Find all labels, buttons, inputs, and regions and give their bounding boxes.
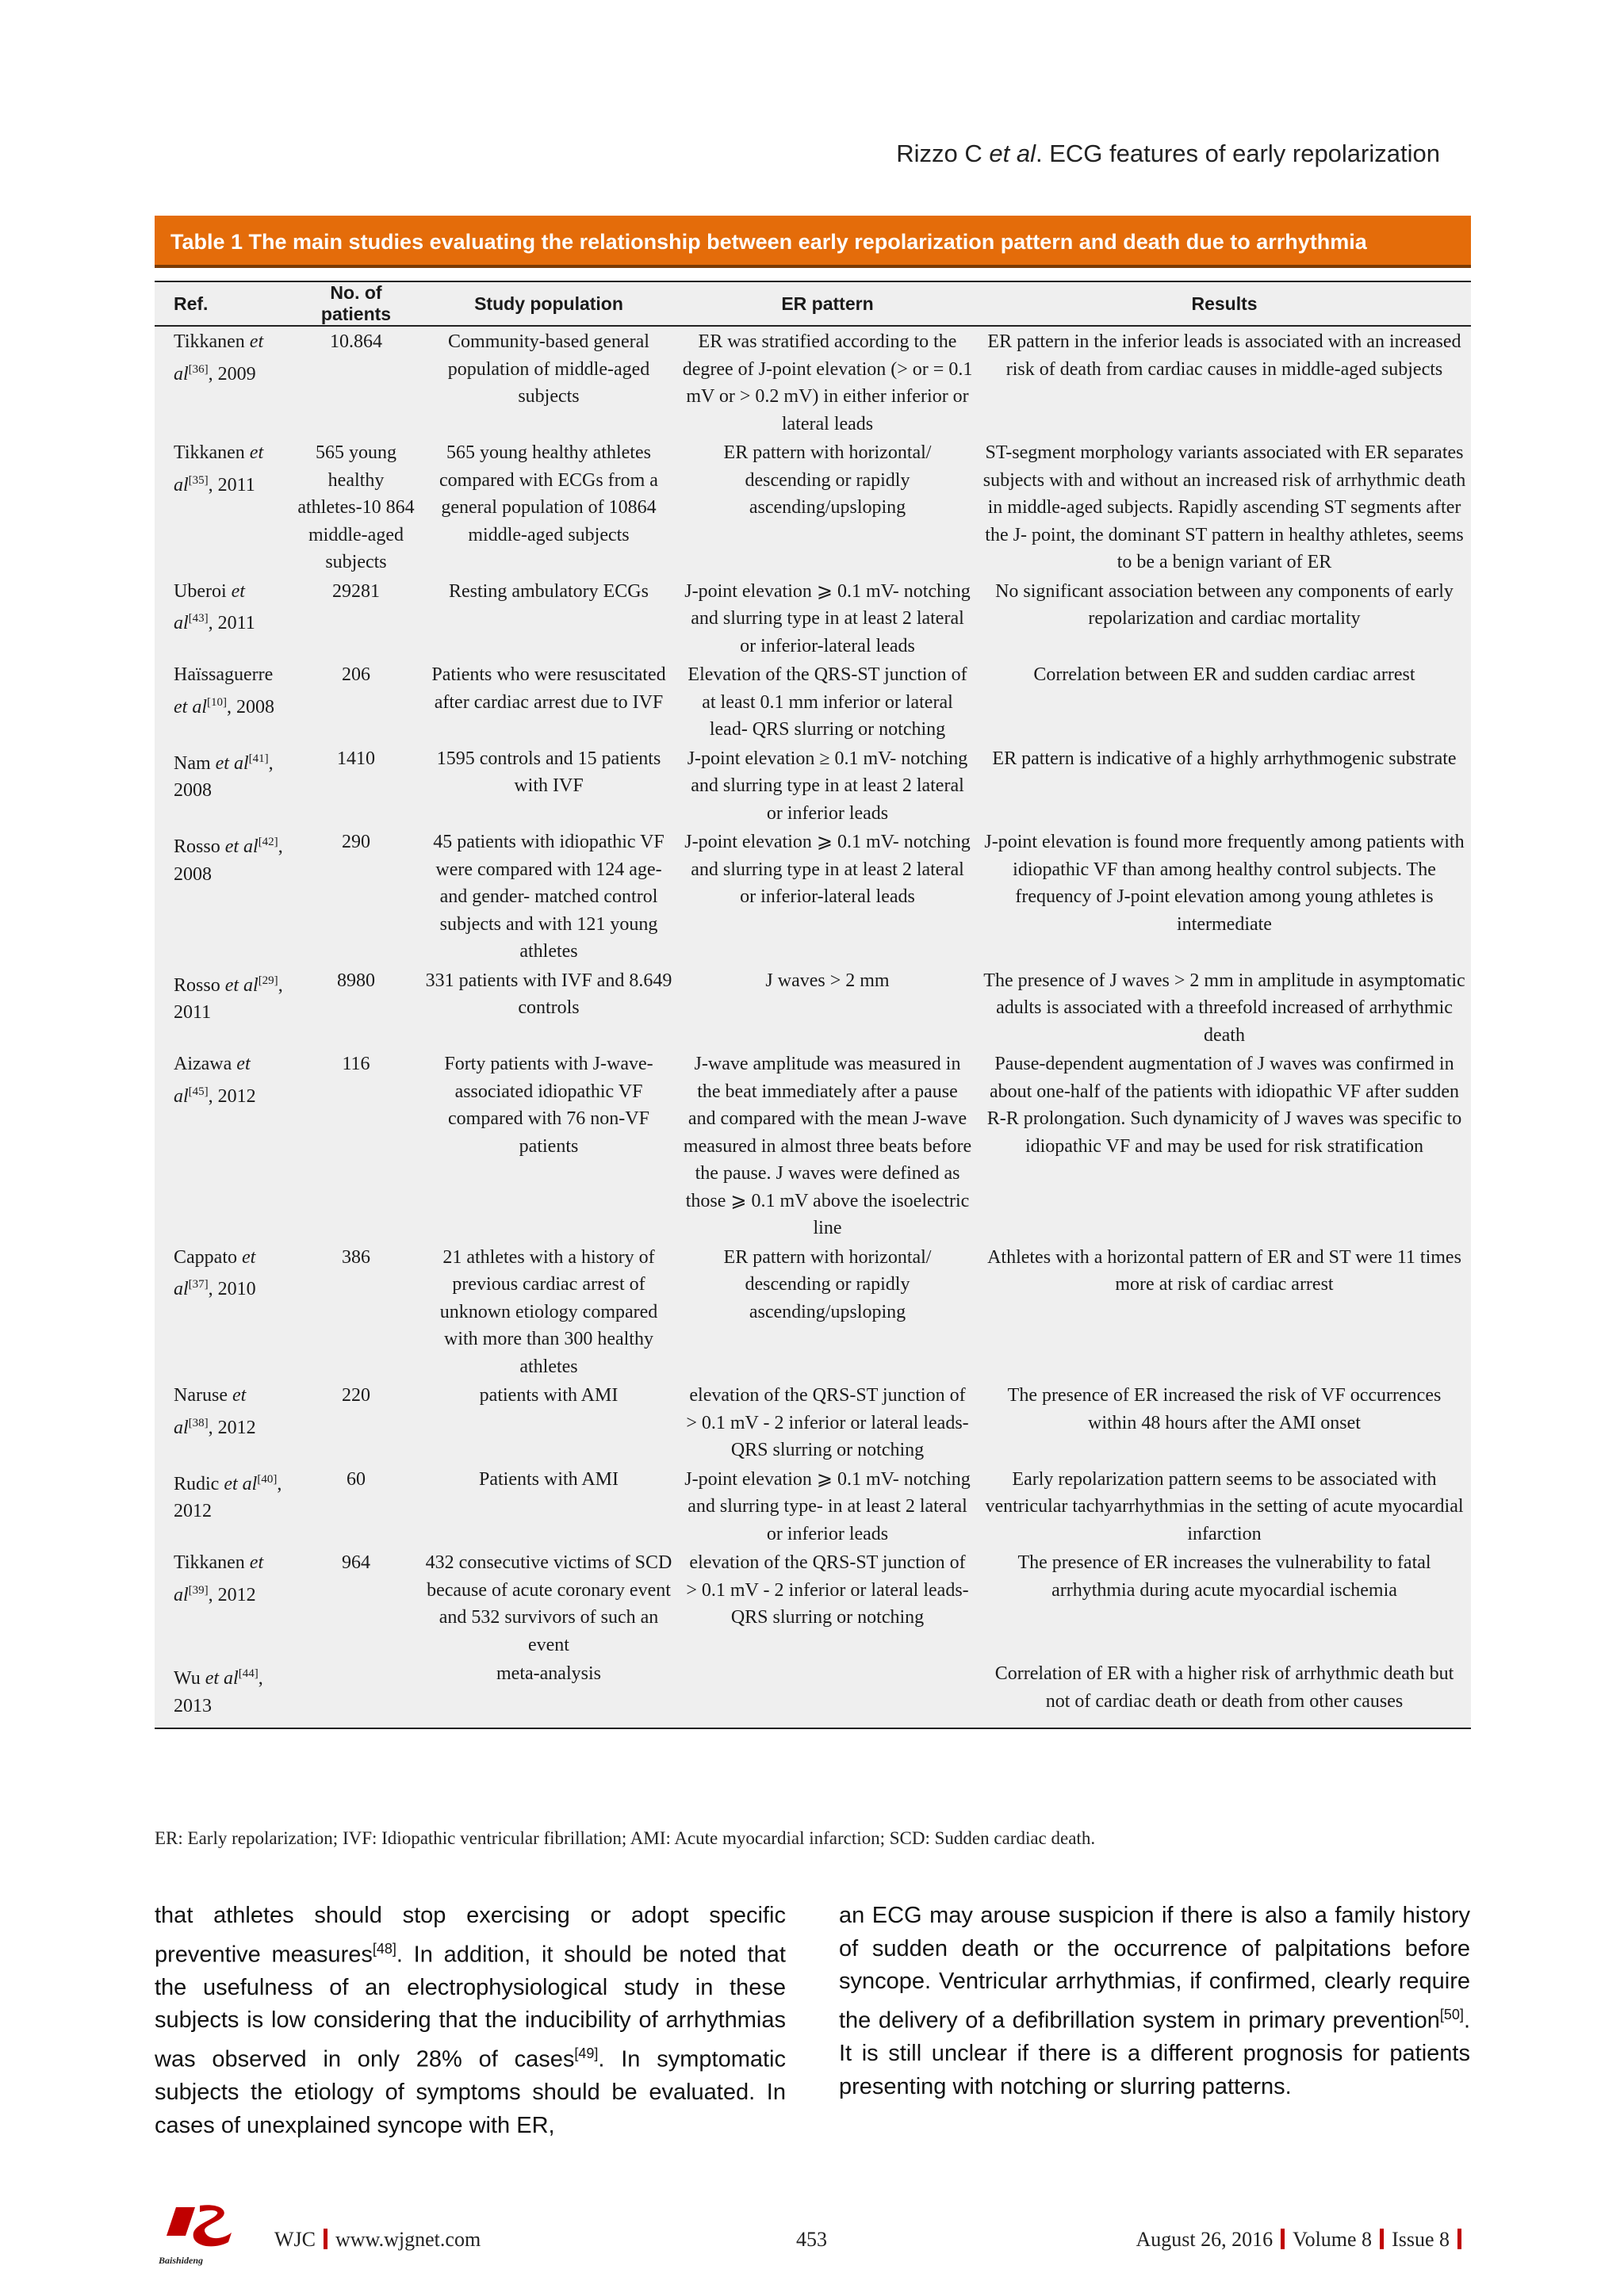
ref-author: Uberoi [174, 580, 232, 602]
cell-er-pattern: ER was stratified according to the degree of J-point elevation (> or = 0.1 mV or > 0.2 mV) in either inferior or lateral leads [682, 331, 973, 434]
cell-population: Resting ambulatory ECGs [449, 580, 649, 602]
table-row [155, 1380, 1471, 1464]
separator-bar [1281, 2229, 1285, 2249]
ref-etal: et al [215, 752, 249, 774]
cell-results: ER pattern in the inferior leads is associated with an increased risk of death from cardiac causes in middle-aged subjects [987, 331, 1461, 380]
cell-er-pattern: J-point elevation ⩾ 0.1 mV- notching and slurring type in at least 2 lateral or inferior-lateral leads [684, 832, 971, 907]
ref-year: , 2008 [174, 752, 274, 801]
body-text: . It is still unclear if there is a different prognosis for patients presenting with notching or slurring patterns. [839, 2007, 1470, 2099]
studies-table [155, 281, 1471, 1728]
cell-ref [155, 1380, 292, 1464]
cell-er-pattern: J-point elevation ⩾ 0.1 mV- notching and slurring type in at least 2 lateral or inferior-lateral leads [684, 580, 971, 656]
cell-population: 432 consecutive victims of SCD because of acute coronary event and 532 survivors of such an event [425, 1552, 672, 1655]
table-row [155, 326, 1471, 438]
ref-year: , 2009 [208, 363, 256, 385]
ref-etal: et al [174, 1385, 247, 1438]
header-etal: et al [989, 140, 1036, 167]
ref-citation: [36] [188, 362, 209, 376]
citation: [49] [574, 2045, 599, 2062]
ref-author: Tikkanen [174, 442, 250, 463]
cell-ref [155, 1242, 292, 1381]
footer-journal [274, 2228, 481, 2252]
ref-year: , 2012 [208, 1085, 256, 1107]
table-row [155, 1659, 1471, 1728]
table-container [155, 216, 1471, 1729]
cell-ref [155, 827, 292, 966]
ref-author: Tikkanen [174, 1552, 250, 1573]
table-row [155, 1049, 1471, 1242]
ref-etal: et al [174, 331, 264, 385]
body-text: . In symptomatic subjects the etiology of symptoms should be evaluated. In cases of unexplained syncope with ER, [155, 2046, 786, 2138]
ref-citation: [39] [188, 1583, 209, 1597]
ref-citation: [44] [238, 1667, 259, 1680]
cell-results: Correlation of ER with a higher risk of arrhythmic death but not of cardiac death or death from other causes [994, 1663, 1454, 1712]
ref-year: , 2011 [174, 974, 283, 1023]
ref-etal: et al [174, 1246, 256, 1299]
col-header-ref: Ref. [155, 281, 292, 326]
ref-author: Rosso [174, 974, 225, 996]
publisher-name: Baishideng [159, 2255, 204, 2266]
cell-ref [155, 1659, 292, 1728]
ref-author: Haïssaguerre [174, 664, 274, 685]
cell-results: Correlation between ER and sudden cardiac arrest [1033, 664, 1415, 685]
ref-citation: [40] [257, 1472, 278, 1486]
ref-etal: et al [224, 836, 259, 857]
cell-patients: 1410 [337, 748, 375, 769]
cell-patients: 290 [342, 832, 370, 852]
ref-year: , 2011 [208, 474, 255, 496]
ref-year: , 2011 [208, 613, 255, 633]
cell-population: 1595 controls and 15 patients with IVF [436, 748, 661, 796]
header-authors: Rizzo C [896, 140, 990, 167]
ref-etal: et al [174, 580, 245, 633]
ref-citation: [37] [188, 1278, 209, 1291]
cell-results: Early repolarization pattern seems to be associated with ventricular tachyarrhythmias in the setting of acute myocardial infarction [985, 1468, 1464, 1544]
cell-er-pattern: J-point elevation ⩾ 0.1 mV- notching and slurring type- in at least 2 lateral or inferior leads [684, 1468, 971, 1544]
table-row [155, 438, 1471, 576]
cell-population: Community-based general population of middle-aged subjects [447, 331, 650, 407]
cell-population: Patients with AMI [478, 1468, 619, 1490]
col-header-er-pattern: ER pattern [677, 281, 978, 326]
cell-patients: 220 [342, 1385, 370, 1406]
cell-results: Athletes with a horizontal pattern of ER and ST were 11 times more at risk of cardiac arrest [987, 1246, 1461, 1295]
ref-citation: [43] [188, 612, 209, 625]
citation: [48] [372, 1940, 396, 1957]
table-row [155, 1242, 1471, 1381]
cell-patients: 29281 [332, 580, 380, 602]
body-column-right [839, 1900, 1470, 2103]
cell-er-pattern: elevation of the QRS-ST junction of > 0.1 mV - 2 inferior or lateral leads- QRS slurring or notching [686, 1385, 969, 1460]
separator-bar [324, 2229, 327, 2249]
cell-er-pattern: J-wave amplitude was measured in the beat immediately after a pause and compared with the mean J-wave measured in almost three beats before the pause. J waves were defined as those ⩾ 0.1 mV above the isoelectric line [683, 1054, 972, 1238]
cell-er-pattern: ER pattern with horizontal/ descending or rapidly ascending/upsloping [723, 1246, 932, 1322]
table-footnote: ER: Early repolarization; IVF: Idiopathic ventricular fibrillation; AMI: Acute myocardial infarction; SCD: Sudden cardiac death. [155, 1828, 1096, 1848]
cell-population: meta-analysis [496, 1663, 601, 1684]
table-row [155, 1464, 1471, 1548]
cell-results: ST-segment morphology variants associated with ER separates subjects with and without an increased risk of arrhythmic death in middle-aged subjects. Rapidly ascending ST segments after the J- point, the dominant ST pattern in healthy athletes, seems to be a benign variant of ER [982, 442, 1466, 572]
ref-citation: [35] [188, 473, 209, 487]
cell-patients: 206 [342, 664, 370, 685]
body-text: that athletes should stop exercising or adopt specific preventive measures [155, 1903, 786, 1968]
cell-er-pattern: ER pattern with horizontal/ descending or rapidly ascending/upsloping [723, 442, 932, 518]
cell-ref [155, 744, 292, 828]
cell-population: Forty patients with J-wave- associated idiopathic VF compared with 76 non-VF patients [444, 1054, 653, 1157]
table-row [155, 966, 1471, 1050]
ref-etal: et al [174, 1054, 251, 1107]
cell-ref [155, 438, 292, 576]
ref-etal: et al [174, 696, 207, 718]
cell-er-pattern: elevation of the QRS-ST junction of > 0.1 mV - 2 inferior or lateral leads- QRS slurring or notching [686, 1552, 969, 1628]
ref-author: Aizawa [174, 1054, 237, 1074]
cell-results: ER pattern is indicative of a highly arrhythmogenic substrate [992, 748, 1457, 769]
issue-date: August 26, 2016 [1136, 2228, 1274, 2251]
ref-author: Wu [174, 1668, 205, 1689]
ref-year: , 2012 [208, 1584, 256, 1605]
ref-etal: et al [174, 1552, 264, 1605]
cell-patients: 10.864 [330, 331, 382, 352]
cell-patients [292, 1659, 420, 1728]
ref-author: Rosso [174, 836, 225, 857]
col-header-results: Results [978, 281, 1471, 326]
ref-citation: [45] [188, 1085, 209, 1098]
page-footer [0, 2228, 1624, 2267]
cell-population: patients with AMI [479, 1385, 619, 1406]
ref-author: Cappato [174, 1246, 242, 1268]
cell-patients: 8980 [337, 970, 375, 991]
cell-population: Patients who were resuscitated after cardiac arrest due to IVF [431, 664, 666, 713]
ref-citation: [29] [258, 974, 278, 987]
cell-population: 21 athletes with a history of previous cardiac arrest of unknown etiology compared with more than 300 healthy athletes [439, 1246, 658, 1377]
cell-results: The presence of J waves > 2 mm in amplitude in asymptomatic adults is associated with a threefold increased of arrhythmic death [983, 970, 1465, 1046]
ref-author: Rudic [174, 1473, 224, 1494]
table-bottom-rule [155, 1728, 1471, 1729]
footer-issue-info [1136, 2228, 1469, 2252]
cell-er-pattern: J waves > 2 mm [765, 970, 890, 991]
cell-er-pattern [677, 1659, 978, 1728]
journal-name: WJC [274, 2228, 316, 2251]
ref-year: , 2012 [208, 1417, 256, 1438]
table-row [155, 1548, 1471, 1659]
publisher-logo [159, 2201, 246, 2256]
cell-patients: 565 young healthy athletes-10 864 middle-aged subjects [297, 442, 415, 572]
issue: Issue 8 [1392, 2228, 1450, 2251]
ref-etal: et al [174, 442, 264, 496]
page-number: 453 [796, 2228, 827, 2251]
cell-results: Pause-dependent augmentation of J waves was confirmed in about one-half of the patients with idiopathic VF after sudden R-R prolongation. Such dynamicity of J waves was specific to idiopathic VF and may be used for risk stratification [986, 1054, 1462, 1157]
table-row [155, 576, 1471, 660]
cell-ref [155, 966, 292, 1050]
col-header-patients: No. of patients [292, 281, 420, 326]
cell-population: 565 young healthy athletes compared with ECGs from a general population of 10864 middle-aged subjects [439, 442, 658, 545]
ref-etal: et al [224, 974, 259, 996]
ref-year: , 2008 [174, 836, 283, 885]
cell-ref [155, 1548, 292, 1659]
cell-ref [155, 1049, 292, 1242]
running-header [896, 140, 1440, 168]
cell-patients: 60 [347, 1468, 366, 1490]
cell-results: The presence of ER increased the risk of VF occurrences within 48 hours after the AMI onset [1007, 1385, 1442, 1433]
table-row [155, 827, 1471, 966]
ref-author: Tikkanen [174, 331, 250, 352]
ref-citation: [41] [248, 752, 269, 765]
journal-url[interactable]: www.wjgnet.com [335, 2228, 481, 2251]
ref-author: Nam [174, 752, 216, 774]
ref-year: , 2012 [174, 1473, 282, 1521]
ref-year: , 2008 [227, 696, 274, 718]
cell-ref [155, 660, 292, 744]
ref-year: , 2010 [208, 1279, 256, 1299]
cell-patients: 116 [342, 1054, 370, 1074]
table-title: Table 1 The main studies evaluating the relationship between early repolarization pattern and death due to arrhythmia [155, 216, 1471, 268]
cell-population: 331 patients with IVF and 8.649 controls [425, 970, 672, 1018]
cell-results: J-point elevation is found more frequently among patients with idiopathic VF than among healthy control subjects. The frequency of J-point elevation among young athletes is intermediate [984, 832, 1465, 935]
cell-results: No significant association between any components of early repolarization and cardiac mortality [995, 580, 1454, 629]
volume: Volume 8 [1293, 2228, 1373, 2251]
separator-bar [1457, 2229, 1461, 2249]
table-row [155, 660, 1471, 744]
table-header-row [155, 281, 1471, 326]
ref-citation: [42] [258, 836, 278, 848]
cell-ref [155, 576, 292, 660]
separator-bar [1380, 2229, 1384, 2249]
ref-author: Naruse [174, 1385, 232, 1406]
cell-ref [155, 1464, 292, 1548]
ref-citation: [38] [188, 1416, 209, 1429]
cell-patients: 964 [342, 1552, 370, 1573]
ref-etal: et al [224, 1473, 258, 1494]
body-column-left [155, 1900, 786, 2142]
header-title: . ECG features of early repolarization [1035, 140, 1440, 167]
cell-results: The presence of ER increases the vulnerability to fatal arrhythmia during acute myocardial ischemia [1017, 1552, 1431, 1601]
ref-citation: [10] [207, 695, 227, 709]
ref-etal: et al [205, 1668, 239, 1689]
col-header-population: Study population [420, 281, 677, 326]
cell-patients: 386 [342, 1246, 370, 1268]
body-text: an ECG may arouse suspicion if there is also a family history of sudden death or the occurrence of palpitations before syncope. Ventricular arrhythmias, if confirmed, clearly require the delivery of a defibrillation system in primary prevention [839, 1903, 1470, 2034]
cell-er-pattern: J-point elevation ≥ 0.1 mV- notching and slurring type in at least 2 lateral or inferior leads [687, 748, 968, 824]
cell-er-pattern: Elevation of the QRS-ST junction of at least 0.1 mm inferior or lateral lead- QRS slurring or notching [688, 664, 967, 740]
table-row [155, 744, 1471, 828]
citation: [50] [1439, 2006, 1464, 2022]
cell-ref [155, 326, 292, 438]
ref-year: , 2013 [174, 1668, 263, 1716]
body-text: . In addition, it should be noted that the usefulness of an electrophysiological study in these subjects is low considering that the inducibility of arrhythmias was observed in only 28% of cases [155, 1942, 786, 2072]
cell-population: 45 patients with idiopathic VF were compared with 124 age- and gender- matched control subjects and with 121 young athletes [433, 832, 665, 962]
